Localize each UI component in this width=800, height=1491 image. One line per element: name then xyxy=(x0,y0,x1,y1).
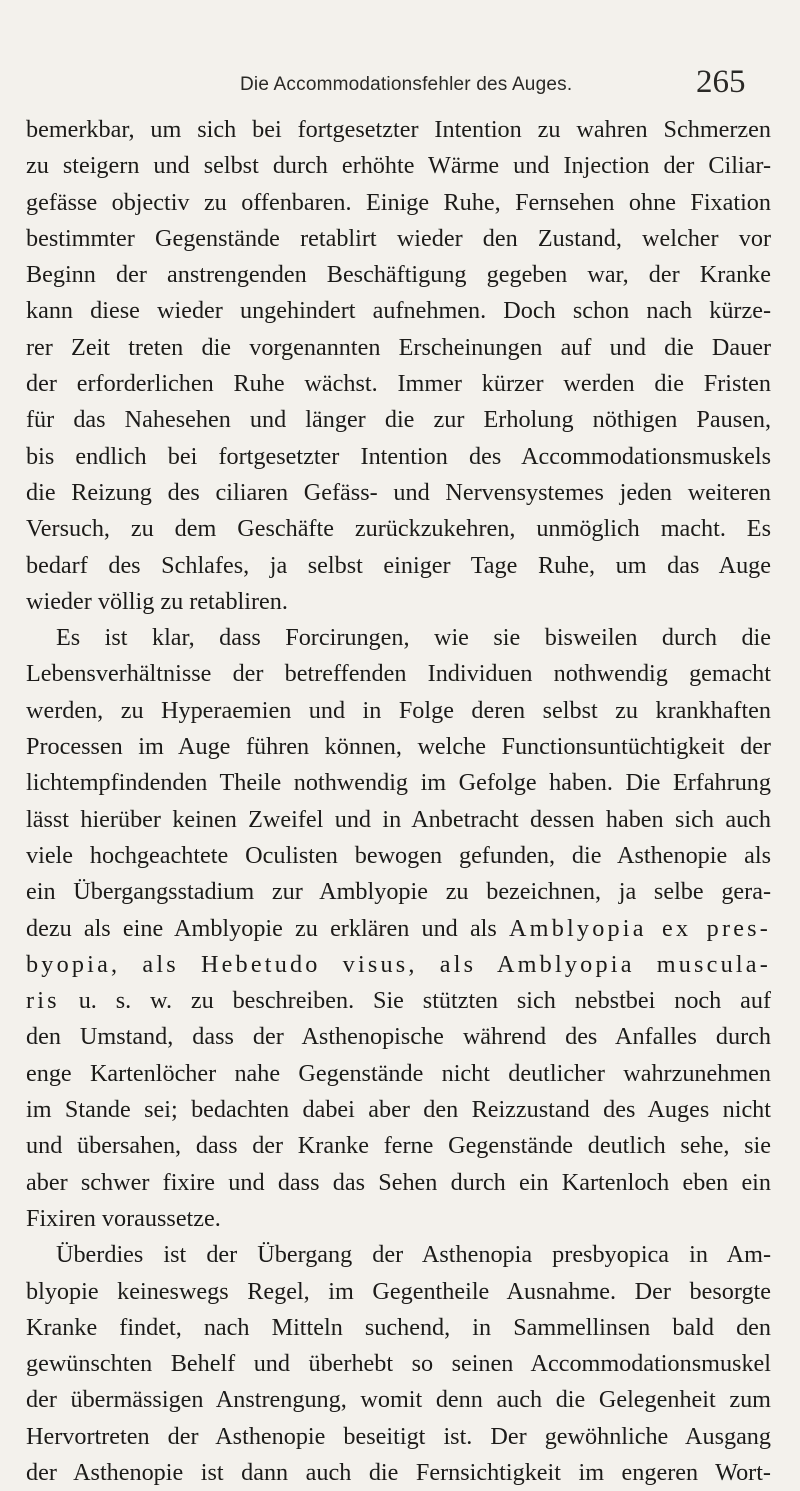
text-line: Versuch, zu dem Geschäfte zurückzukehren, unmöglich macht. Es xyxy=(26,515,771,543)
text-line: der übermässigen Anstrengung, womit denn auch die Gelegenheit zum xyxy=(26,1386,771,1414)
text-line: gefässe objectiv zu offenbaren. Einige Ruhe, Fernsehen ohne Fixation xyxy=(26,188,771,216)
text-line: Überdies ist der Übergang der Asthenopia presbyopica in Am- xyxy=(56,1241,771,1269)
text-line: blyopie keineswegs Regel, im Gegentheile Ausnahme. Der besorgte xyxy=(26,1277,771,1305)
text-line: bedarf des Schlafes, ja selbst einiger Tage Ruhe, um das Auge xyxy=(26,551,771,579)
text-line: Processen im Auge führen können, welche Functionsuntüchtigkeit der xyxy=(26,733,771,761)
text-line xyxy=(26,911,771,947)
text-line: Beginn der anstrengenden Beschäftigung gegeben war, der Kranke xyxy=(26,261,771,289)
text-line: kann diese wieder ungehindert aufnehmen. Doch schon nach kürze- xyxy=(26,297,771,325)
text-line: Es ist klar, dass Forcirungen, wie sie bisweilen durch die xyxy=(56,624,771,652)
text-line: für das Nahesehen und länger die zur Erholung nöthigen Pausen, xyxy=(26,406,771,434)
text-line: byopia, als Hebetudo visus, als Amblyopia muscula- xyxy=(26,950,771,978)
text-line: lichtempfindenden Theile nothwendig im Gefolge haben. Die Erfahrung xyxy=(26,769,771,797)
text-line: wieder völlig zu retabliren. xyxy=(26,587,288,615)
text-line xyxy=(26,983,771,1019)
spaced-term: Amblyopia ex pres- xyxy=(509,914,771,942)
body-text xyxy=(26,112,771,1491)
page-number: 265 xyxy=(696,64,746,100)
text-line: zu steigern und selbst durch erhöhte Wärme und Injection der Ciliar- xyxy=(26,152,771,180)
text-line: lässt hierüber keinen Zweifel und in Anbetracht dessen haben sich auch xyxy=(26,805,771,833)
text-line: werden, zu Hyperaemien und in Folge deren selbst zu krankhaften xyxy=(26,696,771,724)
spaced-term: ris xyxy=(26,987,60,1015)
text-line: Fixiren voraussetze. xyxy=(26,1204,221,1232)
running-title: Die Accommodationsfehler des Auges. xyxy=(240,74,573,95)
text-line: gewünschten Behelf und überhebt so seinen Accommodationsmuskel xyxy=(26,1350,771,1378)
text-line: und übersahen, dass der Kranke ferne Gegenstände deutlich sehe, sie xyxy=(26,1132,771,1160)
text-line: aber schwer fixire und dass das Sehen durch ein Kartenloch eben ein xyxy=(26,1168,771,1196)
text-line: Lebensverhältnisse der betreffenden Individuen nothwendig gemacht xyxy=(26,660,771,688)
text-segment: dezu als eine Amblyopie zu erklären und als xyxy=(26,914,497,942)
text-line: ein Übergangsstadium zur Amblyopie zu bezeichnen, ja selbe gera- xyxy=(26,878,771,906)
text-line: bemerkbar, um sich bei fortgesetzter Intention zu wahren Schmerzen xyxy=(26,116,771,143)
text-line: Hervortreten der Asthenopie beseitigt ist. Der gewöhnliche Ausgang xyxy=(26,1422,771,1450)
text-line: der Asthenopie ist dann auch die Fernsichtigkeit im engeren Wort- xyxy=(26,1458,771,1486)
text-line: Kranke findet, nach Mitteln suchend, in Sammellinsen bald den xyxy=(26,1313,771,1341)
text-segment: u. s. w. zu beschreiben. Sie stützten sich nebstbei noch auf xyxy=(78,987,771,1015)
text-line: die Reizung des ciliaren Gefäss- und Nervensystemes jeden weiteren xyxy=(26,478,771,506)
text-line: bestimmter Gegenstände retablirt wieder den Zustand, welcher vor xyxy=(26,224,771,252)
text-line: enge Kartenlöcher nahe Gegenstände nicht deutlicher wahrzunehmen xyxy=(26,1059,771,1087)
text-line: rer Zeit treten die vorgenannten Erscheinungen auf und die Dauer xyxy=(26,333,771,361)
text-line: viele hochgeachtete Oculisten bewogen gefunden, die Asthenopie als xyxy=(26,841,771,869)
text-line: im Stande sei; bedachten dabei aber den Reizzustand des Auges nicht xyxy=(26,1096,771,1124)
text-line: den Umstand, dass der Asthenopische während des Anfalles durch xyxy=(26,1023,771,1051)
text-line: bis endlich bei fortgesetzter Intention des Accommodationsmuskels xyxy=(26,442,771,470)
text-line: der erforderlichen Ruhe wächst. Immer kürzer werden die Fristen xyxy=(26,370,771,398)
